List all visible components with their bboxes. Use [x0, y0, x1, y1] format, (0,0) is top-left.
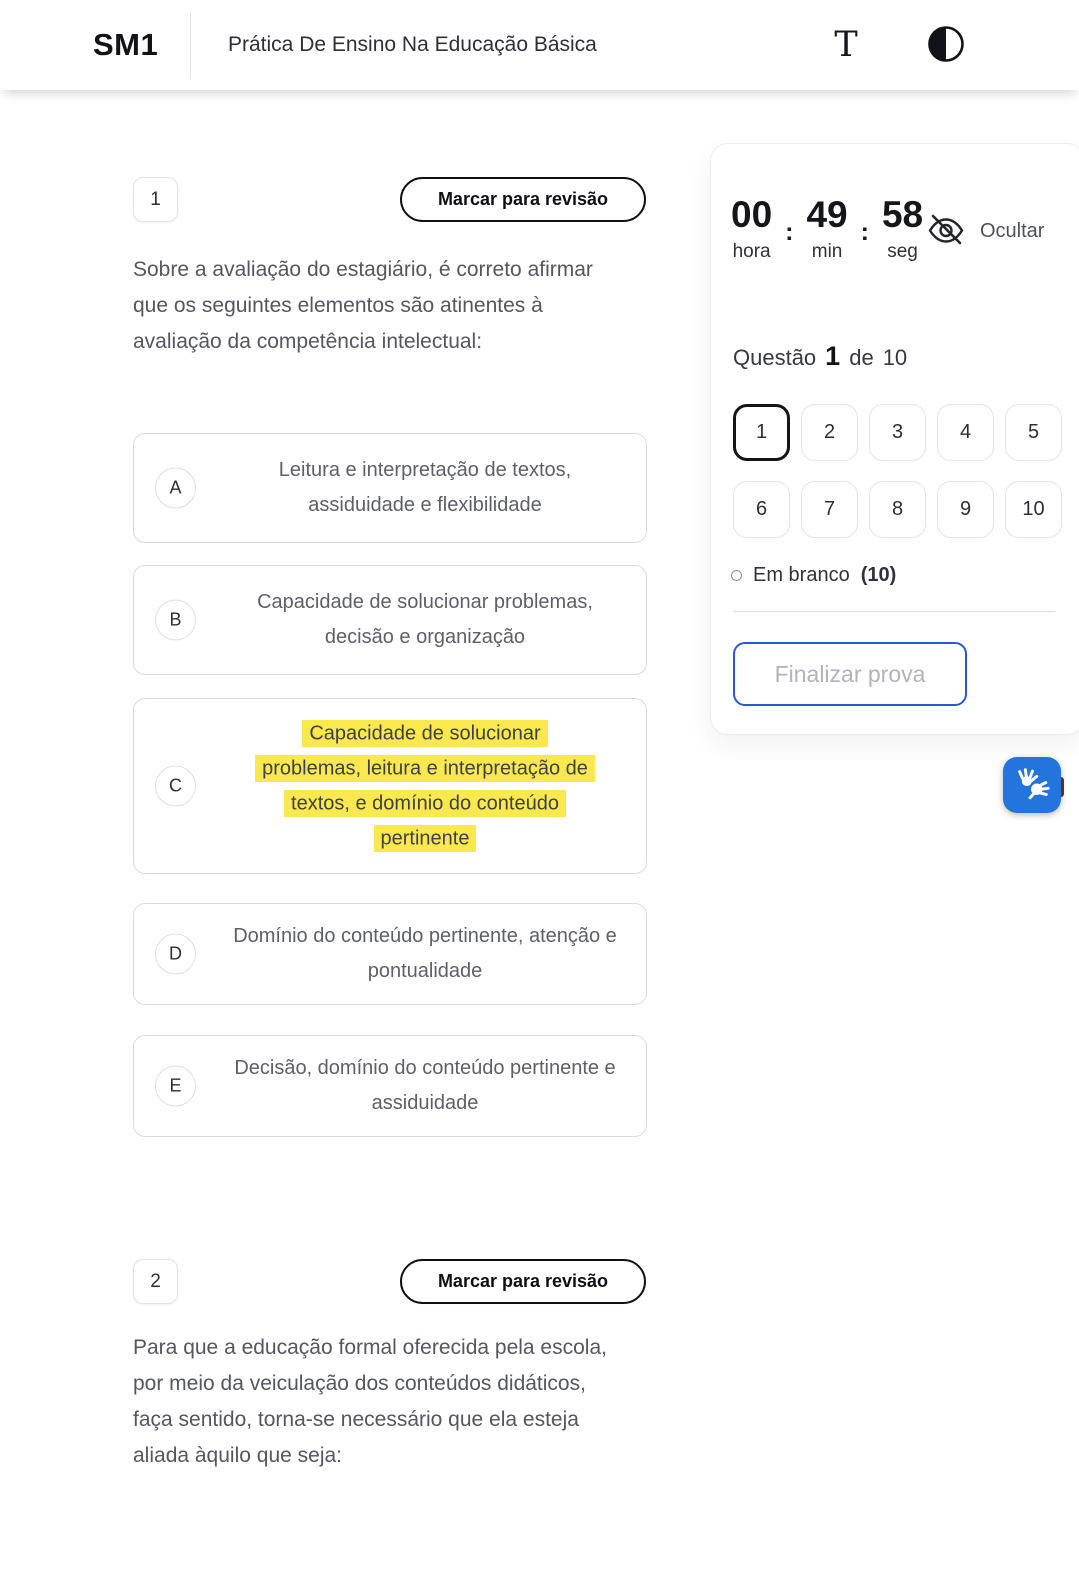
option-letter-badge: C: [155, 766, 196, 807]
empty-circle-icon: [731, 570, 742, 581]
question-text: Para que a educação formal oferecida pela escola, por meio da veiculação dos conteúdos didáticos, faça sentido, torna-se necessário que ela esteja aliada àquilo que seja:: [133, 1336, 607, 1467]
sign-language-hands-icon: [1013, 765, 1051, 806]
hide-timer-label: Ocultar: [980, 220, 1045, 242]
timer-seconds-label: seg: [887, 241, 918, 262]
timer-seconds: [882, 196, 923, 263]
timer-hours-value: 00: [731, 194, 773, 235]
question-number-badge: 2: [133, 1259, 178, 1304]
option-text: Capacidade de solucionar problemas, decisão e organização: [257, 591, 593, 648]
text-size-button[interactable]: [824, 16, 868, 74]
option-text: Decisão, domínio do conteúdo pertinente e assiduidade: [234, 1057, 616, 1114]
option-letter-badge: A: [155, 468, 196, 509]
timer-seconds-value: 58: [881, 194, 924, 235]
question-nav-button-4[interactable]: 4: [937, 404, 994, 461]
mark-review-button[interactable]: Marcar para revisão: [400, 1259, 646, 1304]
option-letter-badge: D: [155, 934, 196, 975]
progress-label: Questão: [733, 345, 817, 370]
blank-count: (10): [860, 564, 897, 586]
progress-current: 1: [825, 341, 841, 371]
question-progress: [733, 341, 907, 372]
option-text: Leitura e interpretação de textos, assiduidade e flexibilidade: [278, 459, 572, 516]
eye-off-icon: [925, 210, 967, 253]
app-header: [0, 0, 1079, 90]
progress-separator: de: [849, 345, 874, 370]
question-number-badge: 1: [133, 177, 178, 222]
contrast-toggle-button[interactable]: [926, 25, 966, 65]
option-letter-badge: E: [155, 1066, 196, 1107]
blank-status: [731, 564, 896, 587]
option-card-e[interactable]: [133, 1035, 647, 1137]
panel-divider: [733, 611, 1055, 612]
timer-hours-label: hora: [732, 241, 771, 262]
timer-minutes-label: min: [811, 241, 843, 262]
timer-colon: :: [785, 218, 794, 246]
hide-timer-button[interactable]: [925, 210, 1044, 253]
vlibras-button[interactable]: [1003, 757, 1061, 813]
app-logo: SM1: [93, 27, 159, 62]
exam-timer: [731, 196, 923, 263]
progress-total: 10: [882, 345, 908, 370]
question-nav-button-7[interactable]: 7: [801, 481, 858, 538]
question-nav-button-3[interactable]: 3: [869, 404, 926, 461]
timer-minutes-value: 49: [806, 194, 848, 235]
question-nav-grid: [733, 404, 1062, 538]
question-nav-button-9[interactable]: 9: [937, 481, 994, 538]
option-card-b[interactable]: [133, 565, 647, 675]
question-text: Sobre a avaliação do estagiário, é correto afirmar que os seguintes elementos são atinentes à avaliação da competência intelectual:: [133, 258, 593, 353]
timer-colon: :: [860, 218, 869, 246]
question-nav-button-5[interactable]: 5: [1005, 404, 1062, 461]
contrast-icon: [927, 51, 965, 66]
question-nav-button-2[interactable]: 2: [801, 404, 858, 461]
blank-label: Em branco: [753, 564, 850, 586]
question-nav-button-1[interactable]: 1: [733, 404, 790, 461]
mark-review-button[interactable]: Marcar para revisão: [400, 177, 646, 222]
option-card-d[interactable]: [133, 903, 647, 1005]
timer-minutes: [806, 196, 847, 263]
question-nav-button-8[interactable]: 8: [869, 481, 926, 538]
timer-hours: [731, 196, 772, 263]
question-nav-button-10[interactable]: 10: [1005, 481, 1062, 538]
option-letter-badge: B: [155, 600, 196, 641]
page-title: Prática De Ensino Na Educação Básica: [228, 33, 597, 56]
option-card-c[interactable]: [133, 698, 647, 874]
finish-exam-button[interactable]: Finalizar prova: [733, 642, 967, 706]
header-divider: [190, 11, 191, 79]
option-card-a[interactable]: [133, 433, 647, 543]
question-nav-button-6[interactable]: 6: [733, 481, 790, 538]
option-text-highlighted: Capacidade de solucionar problemas, leitura e interpretação de textos, e domínio do conteúdo pertinente: [134, 716, 646, 856]
text-size-icon: T: [834, 25, 858, 65]
option-text: Domínio do conteúdo pertinente, atenção e pontualidade: [233, 925, 617, 982]
